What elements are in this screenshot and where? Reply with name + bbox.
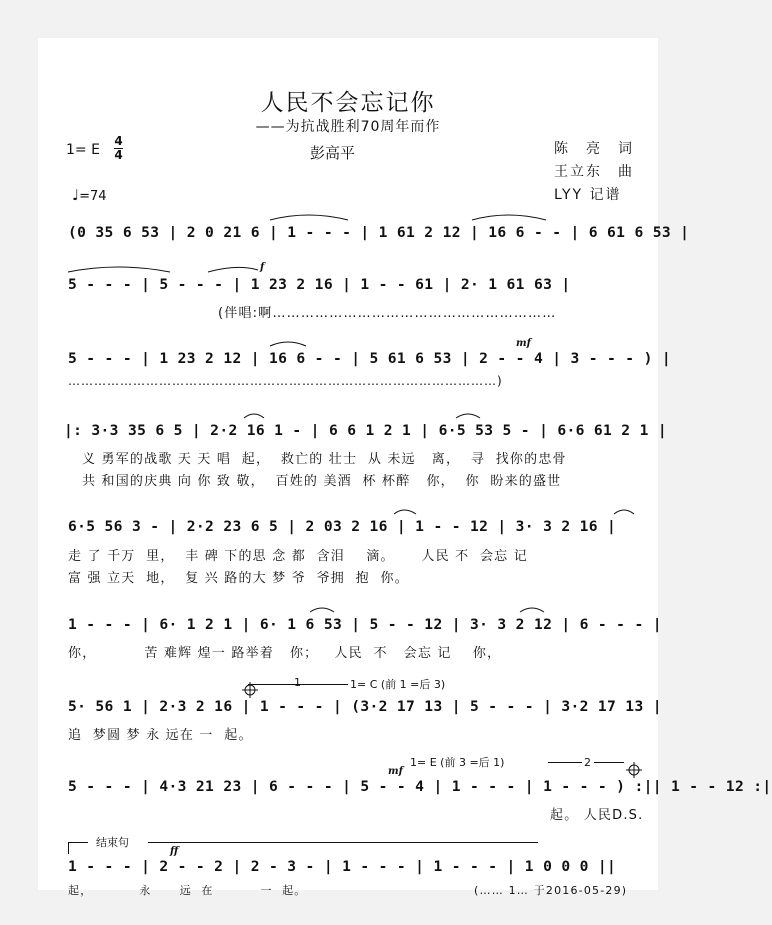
score-sheet xyxy=(38,38,772,897)
lyric-line-5a: 走 了 千万 里， 丰 碑 下的思 念 都 含泪 滴。 人民 不 会忘 记 xyxy=(68,549,528,564)
dynamic-mf-2: mf xyxy=(388,766,403,777)
date-note: (…… 1… 于2016-05-29) xyxy=(474,884,628,897)
dynamic-f: f xyxy=(260,262,265,273)
slur-10 xyxy=(520,608,544,612)
slur-1 xyxy=(270,215,348,220)
slur-9 xyxy=(310,608,334,612)
slur-3 xyxy=(68,267,170,272)
volta-2-label: 2 xyxy=(584,756,591,769)
lyric-line-4b: 共 和国的庆典 向 你 致 敬， 百姓的 美酒 杯 杯醉 你， 你 盼来的盛世 xyxy=(82,474,562,489)
score-line-6: 1 - - - | 6· 1 2 1 | 6· 1 6 53 | 5 - - 12 | 3· 3 2 12 | 6 - - - | xyxy=(68,616,662,633)
song-subtitle: ——为抗战胜利70周年而作 xyxy=(255,119,441,135)
slur-5 xyxy=(244,414,264,418)
lyric-line-3: ………………………………………………………………………………………) xyxy=(68,374,503,388)
lyric-line-5b: 富 强 立天 地， 复 兴 路的大 梦 爷 爷拥 抱 你。 xyxy=(68,571,409,586)
lyric-line-4a: 义 勇军的战歌 天 天 唱 起， 救亡的 壮士 从 未远 离， 寻 找你的忠骨 xyxy=(82,452,567,467)
score-line-4: |: 3·3 35 6 5 | 2·2 16 1 - | 6 6 1 2 1 | 6·5 53 5 - | 6·6 61 2 1 | xyxy=(64,422,667,439)
slur-marks xyxy=(38,38,658,890)
score-line-2: 5 - - - | 5 - - - | 1 23 2 16 | 1 - - 61 | 2· 1 61 63 | xyxy=(68,276,571,293)
dynamic-mf: mf xyxy=(516,338,531,349)
lyric-line-8: 起。 人民D.S. xyxy=(550,808,644,823)
score-line-7: 5· 56 1 | 2·3 2 16 | 1 - - - | (3·2 17 13 | 5 - - - | 3·2 17 13 | xyxy=(68,698,662,715)
slur-6 xyxy=(456,414,480,418)
lyric-line-2: (伴唱:啊…………………………………………………… xyxy=(218,306,557,321)
time-top: 4 xyxy=(114,134,123,148)
lyric-line-7: 追 梦圆 梦 永 远在 一 起。 xyxy=(68,728,253,743)
performer: 彭高平 xyxy=(310,144,356,162)
composer: 王立东 曲 xyxy=(554,164,634,180)
tempo-value: =74 xyxy=(79,189,107,204)
score-line-1: (0 35 6 53 | 2 0 21 6 | 1 - - - | 1 61 2 12 | 16 6 - - | 6 61 6 53 | xyxy=(68,224,690,241)
score-line-8: 5 - - - | 4·3 21 23 | 6 - - - | 5 - - 4 | 1 - - - | 1 - - - ) :|| 1 - - 12 :| xyxy=(68,778,772,795)
key-change-c: 1= C (前 1 =后 3) xyxy=(350,678,446,691)
slur-2 xyxy=(472,215,546,220)
score-line-9: 1 - - - | 2 - - 2 | 2 - 3 - | 1 - - - | 1 - - - | 1 0 0 0 || xyxy=(68,858,617,875)
slur-8 xyxy=(614,510,634,514)
ending-label: 结束句 xyxy=(96,836,129,849)
lyric-line-9: 起， 永 远 在 一 起。 xyxy=(68,884,307,897)
time-bottom: 4 xyxy=(114,148,123,162)
score-line-3: 5 - - - | 1 23 2 12 | 16 6 - - | 5 61 6 53 | 2 - - 4 | 3 - - - ) | xyxy=(68,350,671,367)
score-line-5: 6·5 56 3 - | 2·2 23 6 5 | 2 03 2 16 | 1 - - 12 | 3· 3 2 16 | xyxy=(68,518,617,535)
crescendo-mark xyxy=(208,267,258,272)
volta-1-label: 1 xyxy=(294,676,301,689)
quarter-note-icon: ♩ xyxy=(72,186,80,204)
slur-7 xyxy=(394,510,416,514)
lyricist: 陈 亮 词 xyxy=(554,141,634,157)
slur-4 xyxy=(270,342,306,346)
dynamic-ff: ff xyxy=(170,846,179,857)
key-change-e: 1= E (前 3 =后 1) xyxy=(410,756,505,769)
transcriber: LYY 记谱 xyxy=(554,187,622,203)
key-signature: 1= E xyxy=(66,142,100,158)
lyric-line-6: 你， 苦 难辉 煌一 路举着 你； 人民 不 会忘 记 你， xyxy=(68,646,502,661)
song-title: 人民不会忘记你 xyxy=(260,90,436,116)
